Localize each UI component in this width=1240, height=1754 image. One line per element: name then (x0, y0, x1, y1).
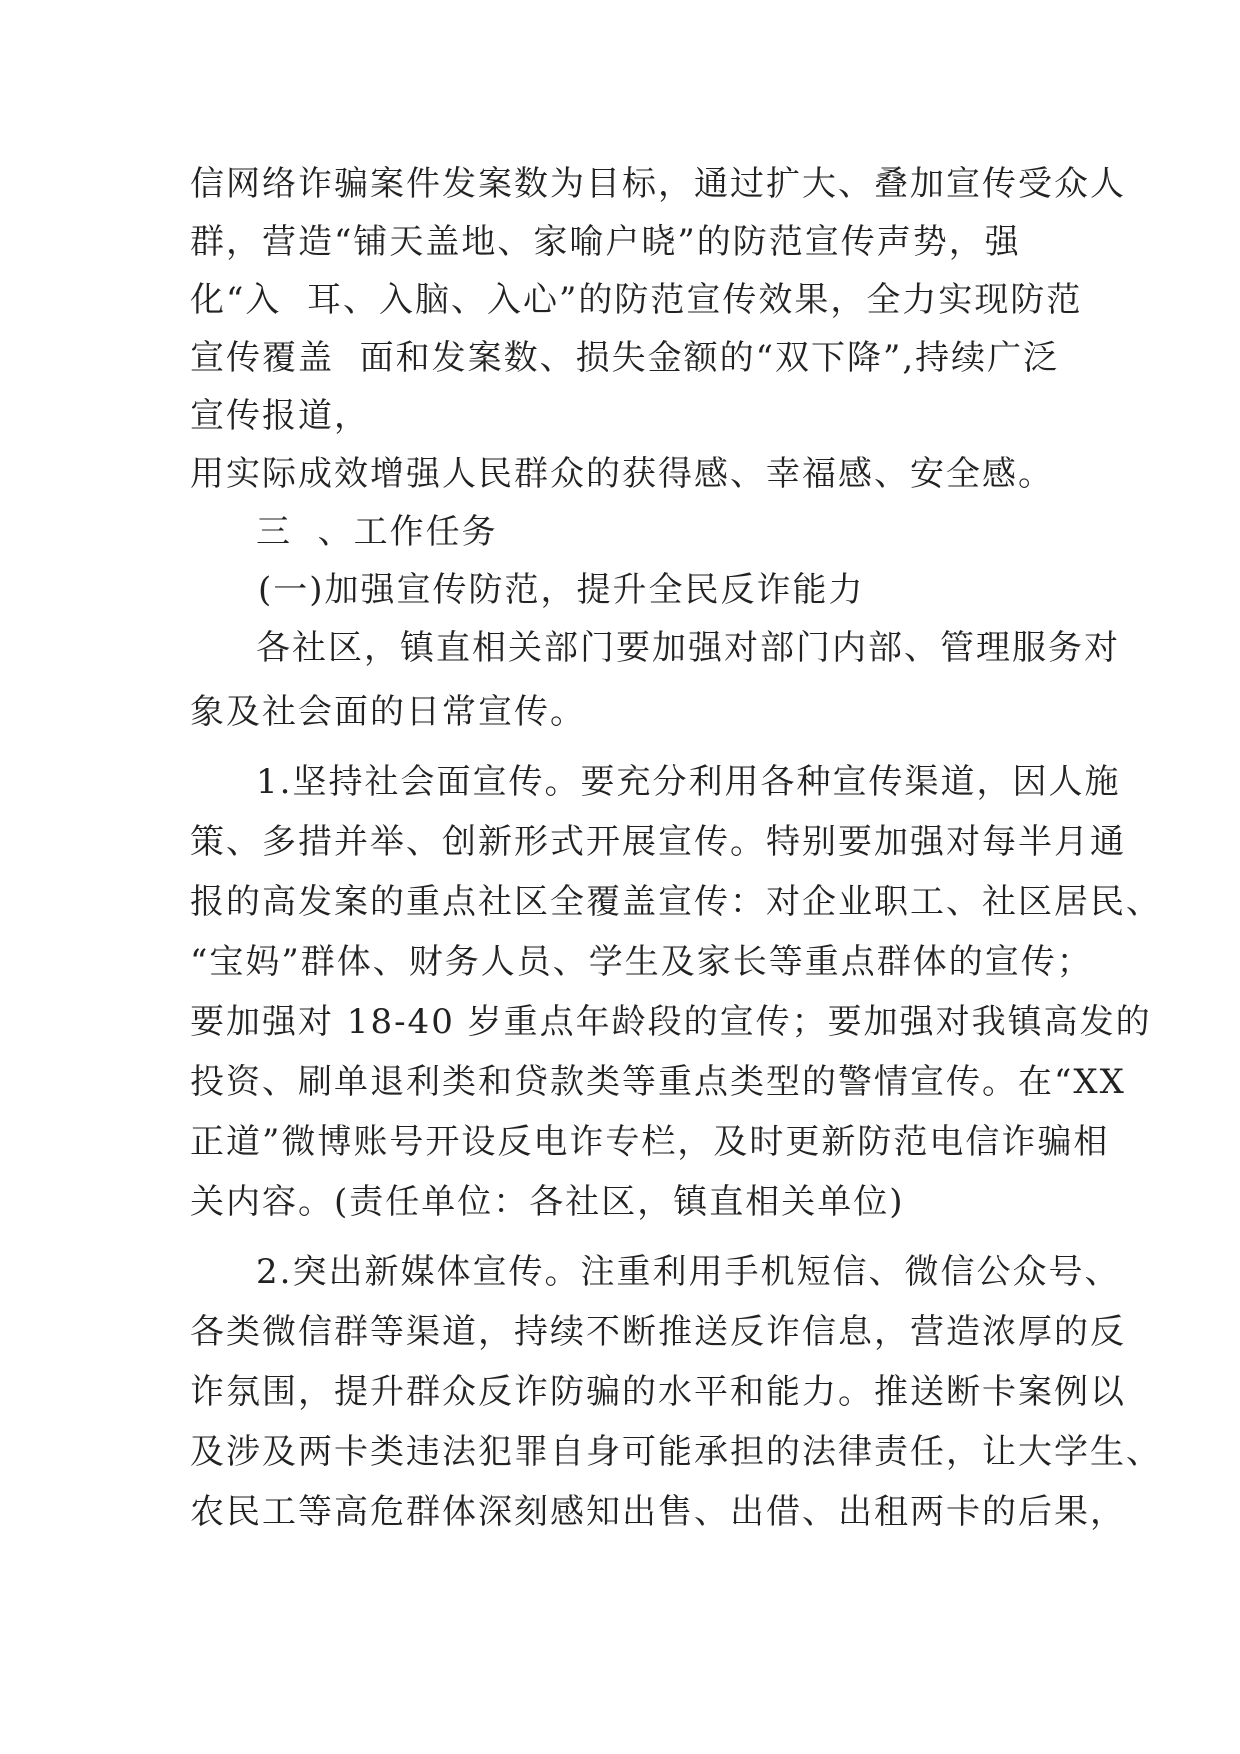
text-line: 各社区，镇直相关部门要加强对部门内部、管理服务对 (256, 628, 1120, 668)
text-line: 用实际成效增强人民群众的获得感、幸福感、安全感。 (190, 454, 1054, 494)
text-line: 投资、刷单退利类和贷款类等重点类型的警情宣传。在“XX (190, 1062, 1126, 1102)
text-line: 及涉及两卡类违法犯罪自身可能承担的法律责任，让大学生、 (190, 1432, 1162, 1472)
text-line: 信网络诈骗案件发案数为目标，通过扩大、叠加宣传受众人 (190, 164, 1126, 204)
text-line: 各类微信群等渠道，持续不断推送反诈信息，营造浓厚的反 (190, 1312, 1126, 1352)
text-line: 1.坚持社会面宣传。要充分利用各种宣传渠道，因人施 (256, 762, 1121, 802)
text-line: 策、多措并举、创新形式开展宣传。特别要加强对每半月通 (190, 822, 1126, 862)
text-line: 正道”微博账号开设反电诈专栏，及时更新防范电信诈骗相 (190, 1122, 1110, 1162)
text-line: 2.突出新媒体宣传。注重利用手机短信、微信公众号、 (256, 1252, 1121, 1292)
text-line: 农民工等高危群体深刻感知出售、出借、出租两卡的后果， (190, 1492, 1126, 1532)
text-line: 诈氛围，提升群众反诈防骗的水平和能力。推送断卡案例以 (190, 1372, 1126, 1412)
text-line: 关内容。(责任单位：各社区，镇直相关单位) (190, 1182, 905, 1222)
text-line: 群，营造“铺天盖地、家喻户晓”的防范宣传声势，强 (190, 222, 1021, 262)
section-heading: 三 、工作任务 (256, 512, 498, 552)
text-line: “宝妈”群体、财务人员、学生及家长等重点群体的宣传； (190, 942, 1093, 982)
text-line: 化“入 耳、入脑、入心”的防范宣传效果，全力实现防范 (190, 280, 1083, 320)
text-line: 象及社会面的日常宣传。 (190, 692, 586, 732)
text-line: 要加强对 18-40 岁重点年龄段的宣传；要加强对我镇高发的 (190, 1002, 1152, 1042)
subsection-heading: (一)加强宣传防范，提升全民反诈能力 (258, 570, 865, 610)
text-line: 报的高发案的重点社区全覆盖宣传：对企业职工、社区居民、 (190, 882, 1162, 922)
text-line: 宣传报道， (190, 396, 370, 436)
text-line: 宣传覆盖 面和发案数、损失金额的“双下降”,持续广泛 (190, 338, 1060, 378)
